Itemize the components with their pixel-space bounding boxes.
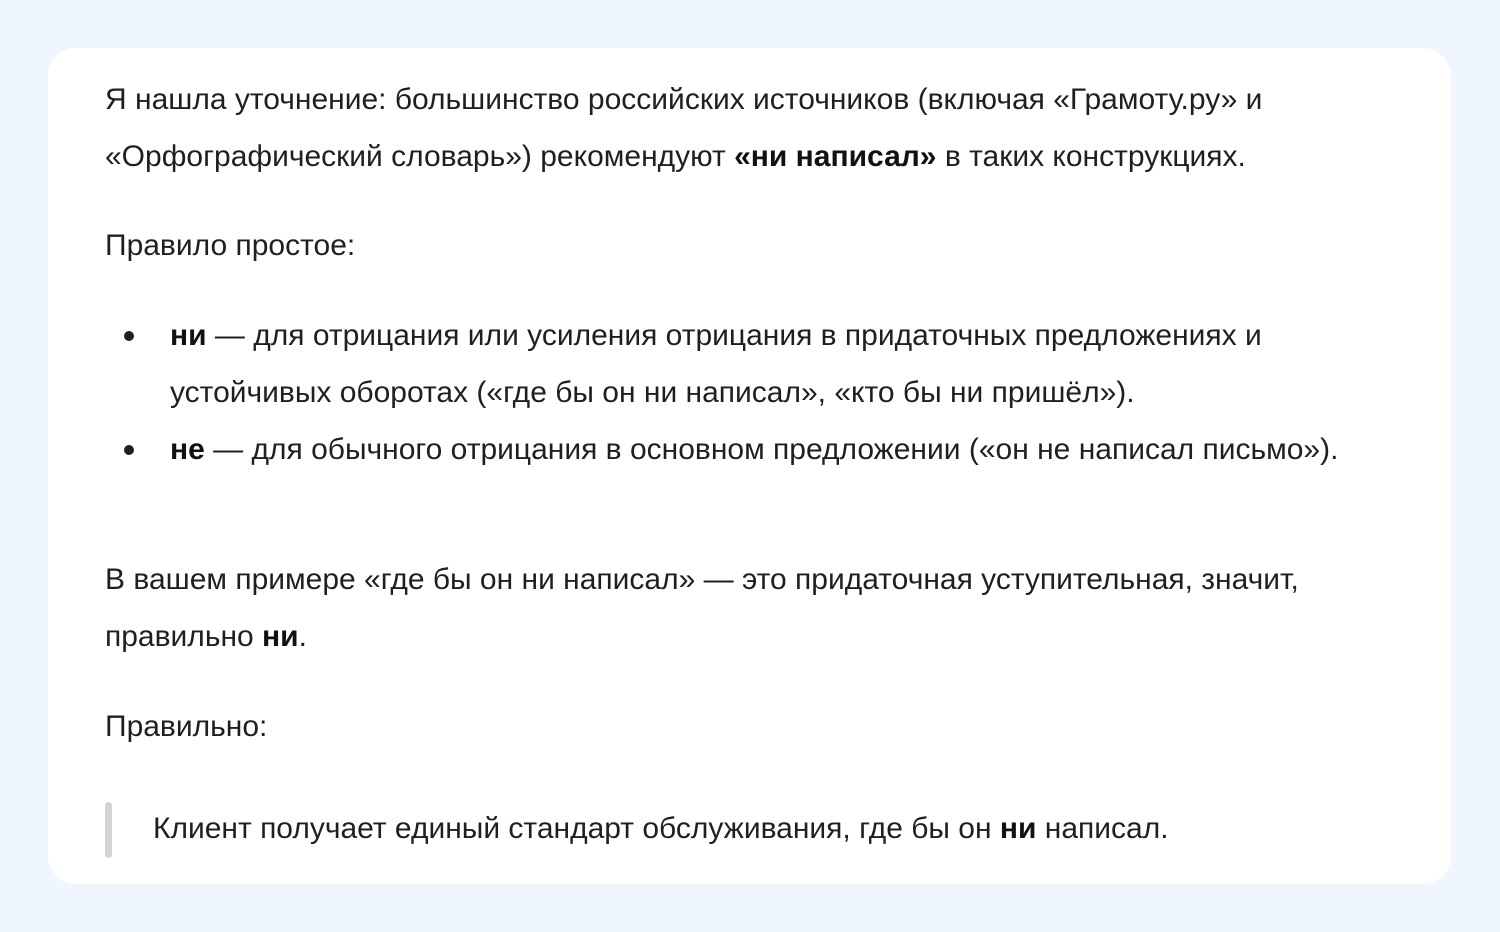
quote-bold-term: ни [999, 812, 1037, 845]
list-item [105, 307, 1405, 421]
quote-text-start: Клиент получает единый стандарт обслуживания, где бы он [153, 812, 1000, 845]
bullet-icon [124, 445, 134, 455]
bullet-icon [124, 331, 134, 341]
list-item [105, 421, 1405, 478]
quote-text-end: написал. [1036, 812, 1169, 845]
intro-text: Я нашла уточнение: большинство российских источников (включая «Грамоту.ру» и «Орфографический словарь») рекомендуют [105, 83, 1263, 173]
intro-bold-term: «ни написал» [734, 140, 937, 173]
rule-description: — для отрицания или усиления отрицания в придаточных предложениях и устойчивых оборотах («где бы он ни написал», «кто бы ни пришёл»). [170, 319, 1262, 409]
assistant-message-card [48, 48, 1451, 884]
rule-heading: Правило простое: [105, 229, 356, 262]
rules-list [105, 307, 1405, 478]
correct-label: Правильно: [105, 710, 268, 743]
blockquote [105, 800, 1405, 858]
rule-description: — для обычного отрицания в основном предложении («он не написал письмо»). [204, 433, 1339, 466]
intro-paragraph [105, 71, 1405, 185]
explanation-text: В вашем примере «где бы он ни написал» — это придаточная уступительная, значит, правильно [105, 563, 1299, 653]
explanation-paragraph [105, 551, 1405, 665]
explanation-text-end: . [298, 620, 307, 653]
rule-term: ни [170, 319, 207, 352]
rule-term: не [170, 433, 205, 466]
explanation-bold-term: ни [262, 620, 299, 653]
quote-text [153, 800, 1169, 857]
intro-text-end: в таких конструкциях. [936, 140, 1246, 173]
quote-bar [105, 802, 112, 858]
